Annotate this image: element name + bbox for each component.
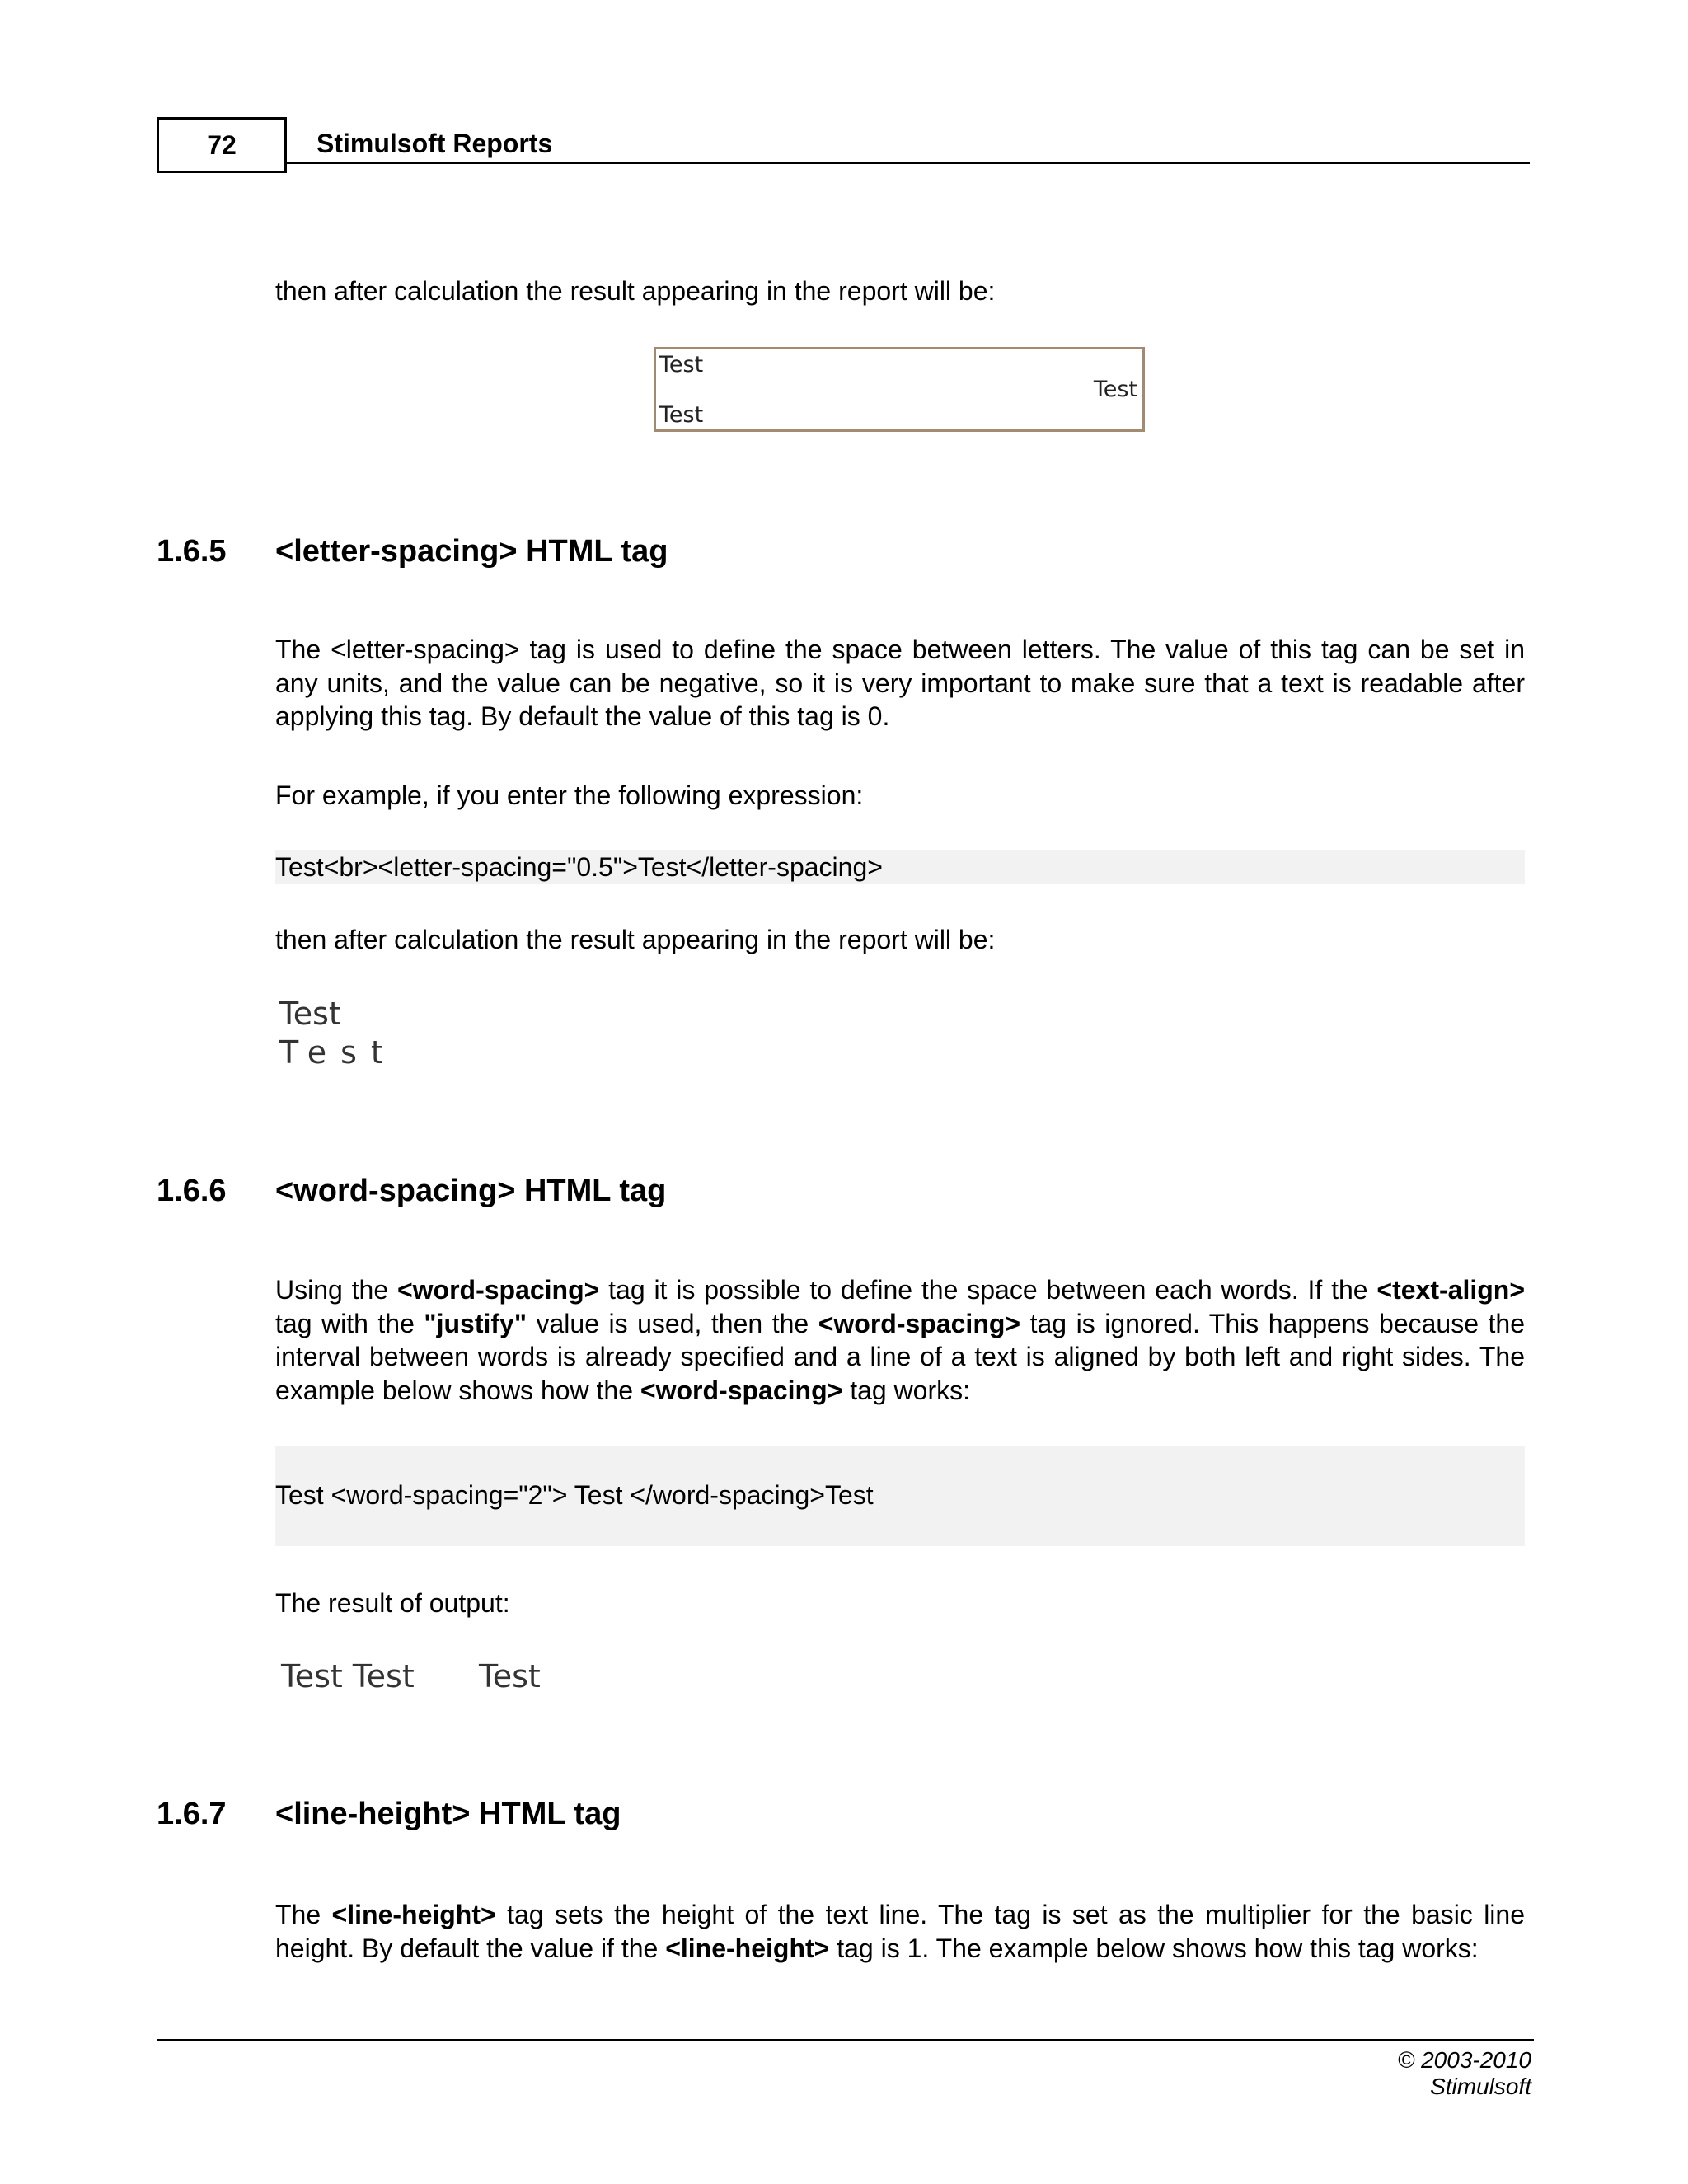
letter-spacing-code bbox=[275, 850, 1525, 884]
word-spacing-result-left: Test Test bbox=[281, 1658, 415, 1694]
text-run: tag it is possible to define the space between each words. If the bbox=[599, 1275, 1377, 1305]
word-spacing-result-intro: The result of output: bbox=[275, 1588, 510, 1618]
footer-copyright: © 2003-2010 Stimulsoft bbox=[1397, 2047, 1531, 2099]
letter-spacing-result-intro: then after calculation the result appearing in the report will be: bbox=[275, 925, 996, 954]
code-text: Test <word-spacing="2"> Test </word-spacing>Test bbox=[275, 1480, 874, 1510]
word-spacing-code bbox=[275, 1446, 1525, 1546]
document-title: Stimulsoft Reports bbox=[316, 129, 553, 158]
header-rule bbox=[287, 162, 1530, 164]
section-number-166: 1.6.6 bbox=[157, 1174, 227, 1208]
text-run: tag is ignored. This happens because the interval between words is already specified and a line of a text is aligned by both left and right sides. The example below shows how the bbox=[275, 1308, 1526, 1405]
word-spacing-result-right: Test bbox=[479, 1658, 541, 1694]
footer-rule bbox=[157, 2039, 1534, 2041]
letter-spacing-example-intro: For example, if you enter the following expression: bbox=[275, 780, 864, 810]
text-run: The bbox=[275, 1900, 332, 1929]
section-number-165: 1.6.5 bbox=[157, 534, 227, 569]
sample-line-left: Test bbox=[659, 352, 704, 377]
section-heading-165: <letter-spacing> HTML tag bbox=[275, 534, 668, 569]
text-run: tag sets the height of the text line. The tag is set as the multiplier for the basic line height. By default the value if the bbox=[275, 1900, 1526, 1963]
letter-spacing-description: The <letter-spacing> tag is used to define the space between letters. The value of this tag can be set in any units, and the value can be negative, so it is very important to make sure that a text is readable after applying this tag. By default the value of this tag is 0. bbox=[275, 635, 1525, 731]
section-number-167: 1.6.7 bbox=[157, 1797, 227, 1831]
text-run: tag with the bbox=[275, 1308, 424, 1338]
tag-name: <text-align> bbox=[1376, 1275, 1526, 1305]
text-run: tag works: bbox=[842, 1375, 971, 1405]
text-run: tag is 1. The example below shows how this tag works: bbox=[829, 1933, 1479, 1963]
code-text: Test<br><letter-spacing="0.5">Test</letter-spacing> bbox=[275, 852, 883, 882]
letter-spacing-result-spaced: Test bbox=[279, 1034, 397, 1071]
line-height-description bbox=[275, 1898, 1525, 1965]
tag-name: <word-spacing> bbox=[818, 1308, 1021, 1338]
text-run: Using the bbox=[275, 1275, 397, 1305]
word-spacing-description bbox=[275, 1273, 1525, 1407]
page-number: 72 bbox=[157, 117, 287, 173]
section-heading-167: <line-height> HTML tag bbox=[275, 1797, 621, 1831]
tag-value: "justify" bbox=[424, 1308, 527, 1338]
sample-line-left-bottom: Test bbox=[659, 402, 704, 428]
intro-paragraph: then after calculation the result appearing in the report will be: bbox=[275, 276, 996, 306]
section-heading-166: <word-spacing> HTML tag bbox=[275, 1174, 667, 1208]
result-sample-box bbox=[654, 347, 1145, 432]
sample-line-right: Test bbox=[1093, 377, 1137, 402]
text-run: value is used, then the bbox=[526, 1308, 818, 1338]
tag-name: <word-spacing> bbox=[396, 1275, 600, 1305]
tag-name: <word-spacing> bbox=[640, 1375, 843, 1405]
tag-name: <line-height> bbox=[665, 1933, 830, 1963]
letter-spacing-result-normal: Test bbox=[279, 996, 341, 1032]
tag-name: <line-height> bbox=[331, 1900, 496, 1929]
